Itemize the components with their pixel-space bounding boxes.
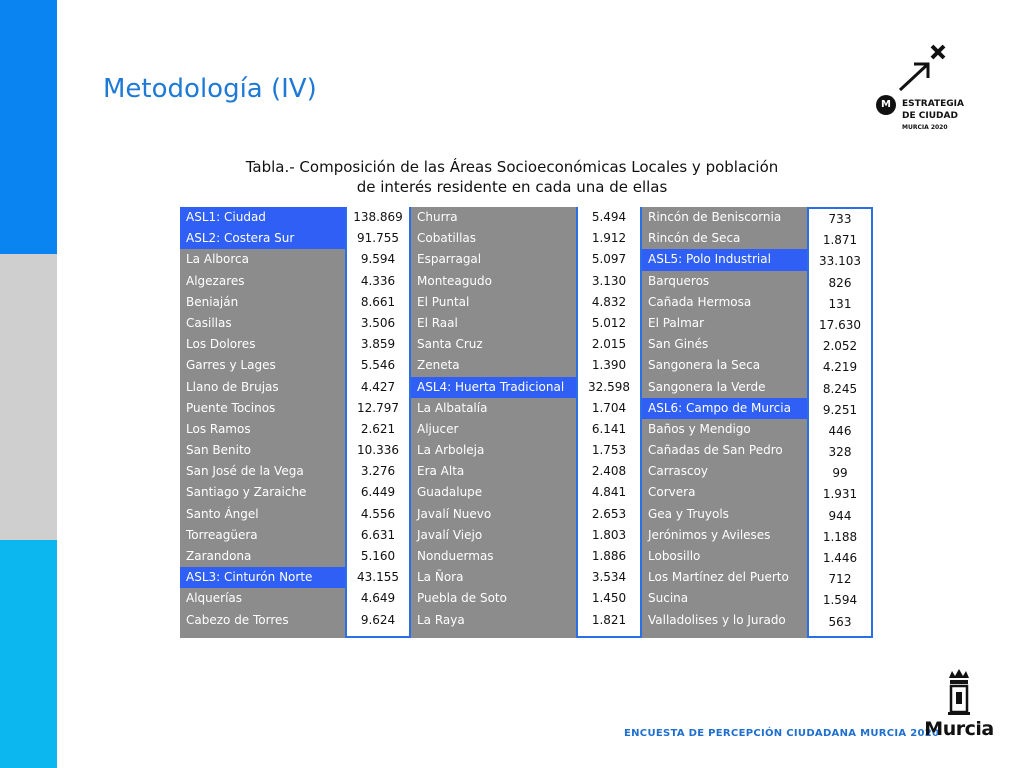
table-cell-value: 944: [828, 508, 852, 523]
table-cell-value: 1.390: [591, 358, 627, 373]
value-column-3: [807, 207, 873, 638]
table-cell-name: Lobosillo: [648, 549, 701, 563]
logo-text-line1: ESTRATEGIA: [902, 99, 964, 109]
table-cell-value: 17.630: [819, 317, 861, 332]
arrow-cross-icon: [892, 42, 972, 92]
table-cell-name: Sucina: [648, 591, 689, 606]
table-cell-value: 1.912: [591, 231, 627, 246]
table-cell-name: El Puntal: [417, 294, 470, 309]
table-cell-name: Gea y Truyols: [648, 506, 729, 521]
table-cell-name: Los Dolores: [186, 337, 256, 352]
crown-crest-icon: [946, 668, 972, 716]
table-cell-value: 1.886: [591, 549, 627, 563]
logo-text-line3: MURCIA 2020: [902, 124, 948, 131]
table-cell-name: Nonduermas: [417, 549, 494, 563]
table-cell-name: Los Ramos: [186, 421, 251, 436]
name-column-2: [411, 207, 576, 638]
table-cell-value: 43.155: [357, 570, 399, 585]
table-cell-value: 4.219: [822, 360, 858, 375]
page-title: Metodología (IV): [103, 74, 317, 104]
table-cell-value: 1.704: [591, 400, 627, 415]
table-cell-value: 4.336: [360, 273, 396, 288]
table-cell-name: Casillas: [186, 315, 232, 330]
table-cell-value: 6.141: [591, 421, 627, 436]
table-cell-name: Puebla de Soto: [417, 591, 507, 606]
table-cell-name: Valladolises y lo Jurado: [648, 612, 786, 627]
table-cell-value: 4.832: [591, 294, 627, 309]
table-cell-name: ASL4: Huerta Tradicional: [411, 377, 576, 398]
table-cell-name: Beniaján: [186, 294, 239, 309]
table-cell-name: Algezares: [186, 273, 245, 288]
table-cell-name: Sangonera la Verde: [648, 379, 766, 394]
table-cell-name: Cañadas de San Pedro: [648, 443, 783, 458]
table-cell-value: 33.103: [819, 254, 861, 269]
table-cell-name: Monteagudo: [417, 273, 492, 288]
asl-table: [180, 207, 873, 638]
table-cell-name: Era Alta: [417, 464, 465, 479]
table-cell-value: 2.408: [591, 464, 627, 479]
caption-line-1: Tabla.- Composición de las Áreas Socioeconómicas Locales y población: [245, 158, 779, 176]
table-cell-name: La Alborca: [186, 252, 249, 267]
value-column-1: [345, 207, 411, 638]
table-cell-name: ASL5: Polo Industrial: [642, 249, 807, 270]
table-cell-name: Rincón de Beniscornia: [648, 210, 782, 224]
table-cell-name: Llano de Brujas: [186, 379, 279, 394]
table-cell-name: La Arboleja: [417, 443, 485, 458]
table-cell-name: ASL2: Costera Sur: [180, 228, 345, 249]
table-cell-name: Aljucer: [417, 421, 459, 436]
table-cell-name: El Palmar: [648, 315, 705, 330]
table-cell-value: 91.755: [357, 231, 399, 246]
sidebar-accent-blue: [0, 0, 57, 254]
table-cell-name: Rincón de Seca: [648, 231, 741, 246]
value-column-2: [576, 207, 642, 638]
table-cell-name: San Benito: [186, 443, 251, 458]
table-cell-value: 138.869: [353, 210, 403, 224]
table-cell-name: La Albatalía: [417, 400, 488, 415]
footer-survey-title: ENCUESTA DE PERCEPCIÓN CIUDADANA MURCIA 2020: [624, 728, 940, 739]
table-cell-name: Cabezo de Torres: [186, 612, 289, 627]
table-cell-name: La Raya: [417, 612, 465, 627]
table-cell-value: 4.841: [591, 485, 627, 500]
table-cell-value: 1.931: [822, 487, 858, 502]
caption-line-2: de interés residente en cada una de ellas: [356, 178, 668, 196]
table-cell-value: 3.130: [591, 273, 627, 288]
table-cell-value: 563: [828, 614, 852, 629]
table-cell-value: 131: [828, 296, 852, 311]
table-cell-value: 328: [828, 445, 852, 460]
table-cell-value: 712: [828, 572, 852, 587]
table-group-2: [411, 207, 642, 638]
table-cell-name: Javalí Nuevo: [417, 506, 492, 521]
table-cell-name: El Raal: [417, 315, 458, 330]
table-cell-name: Javalí Viejo: [417, 527, 483, 542]
table-caption: [180, 157, 844, 197]
table-cell-name: Guadalupe: [417, 485, 483, 500]
table-cell-name: Santiago y Zaraiche: [186, 485, 307, 500]
table-cell-value: 5.494: [591, 210, 627, 224]
table-cell-name: Puente Tocinos: [186, 400, 276, 415]
table-cell-value: 5.160: [360, 549, 396, 563]
table-cell-name: Cobatillas: [417, 231, 477, 246]
table-cell-value: 9.624: [360, 612, 396, 627]
table-cell-value: 3.534: [591, 570, 627, 585]
table-cell-value: 6.449: [360, 485, 396, 500]
murcia-wordmark: Murcia: [924, 718, 994, 740]
table-cell-value: 4.649: [360, 591, 396, 606]
table-cell-name: Corvera: [648, 485, 696, 500]
table-group-3: [642, 207, 873, 638]
table-cell-value: 1.594: [822, 593, 858, 608]
name-column-3: [642, 207, 807, 638]
table-cell-value: 733: [828, 212, 852, 226]
table-cell-name: Santa Cruz: [417, 337, 483, 352]
table-cell-value: 10.336: [357, 443, 399, 458]
sidebar-accent-cyan: [0, 540, 57, 768]
table-cell-name: ASL6: Campo de Murcia: [642, 398, 807, 419]
table-cell-name: La Ñora: [417, 570, 464, 585]
table-cell-name: ASL3: Cinturón Norte: [180, 567, 345, 588]
table-cell-name: Barqueros: [648, 273, 710, 288]
table-cell-value: 2.653: [591, 506, 627, 521]
table-cell-value: 1.821: [591, 612, 627, 627]
table-cell-name: Baños y Mendigo: [648, 421, 751, 436]
table-cell-value: 8.245: [822, 381, 858, 396]
table-cell-value: 1.446: [822, 551, 858, 565]
table-cell-name: Esparragal: [417, 252, 482, 267]
table-cell-value: 9.594: [360, 252, 396, 267]
table-cell-value: 3.859: [360, 337, 396, 352]
table-cell-value: 8.661: [360, 294, 396, 309]
logo-text-line2: DE CIUDAD: [902, 111, 958, 121]
table-cell-value: 1.188: [822, 529, 858, 544]
table-cell-value: 12.797: [357, 400, 399, 415]
table-cell-value: 5.546: [360, 358, 396, 373]
table-cell-name: Zarandona: [186, 549, 252, 563]
table-cell-name: Churra: [417, 210, 458, 224]
table-cell-value: 3.276: [360, 464, 396, 479]
logo-m-badge: M: [876, 95, 896, 115]
table-cell-value: 1.871: [822, 233, 858, 248]
table-cell-name: Alquerías: [186, 591, 243, 606]
table-cell-name: Los Martínez del Puerto: [648, 570, 789, 585]
table-cell-value: 99: [832, 466, 848, 481]
table-cell-name: Zeneta: [417, 358, 460, 373]
table-cell-value: 5.012: [591, 315, 627, 330]
table-cell-value: 4.556: [360, 506, 396, 521]
table-cell-value: 446: [828, 423, 852, 438]
estrategia-de-ciudad-logo: [872, 42, 972, 137]
table-cell-name: Garres y Lages: [186, 358, 276, 373]
table-cell-value: 1.450: [591, 591, 627, 606]
table-cell-value: 1.803: [591, 527, 627, 542]
murcia-brand: [924, 668, 994, 746]
table-cell-value: 6.631: [360, 527, 396, 542]
table-cell-name: Sangonera la Seca: [648, 358, 761, 373]
table-cell-name: Jerónimos y Avileses: [648, 527, 771, 542]
table-cell-name: San Ginés: [648, 337, 709, 352]
table-cell-value: 4.427: [360, 379, 396, 394]
table-cell-name: Cañada Hermosa: [648, 294, 752, 309]
table-cell-name: Carrascoy: [648, 464, 709, 479]
table-cell-name: Torreagüera: [186, 527, 258, 542]
table-cell-value: 3.506: [360, 315, 396, 330]
table-cell-value: 5.097: [591, 252, 627, 267]
table-cell-value: 9.251: [822, 402, 858, 417]
table-cell-value: 2.015: [591, 337, 627, 352]
table-cell-value: 2.621: [360, 421, 396, 436]
sidebar-accent-gray: [0, 254, 57, 540]
table-cell-name: ASL1: Ciudad: [180, 207, 345, 228]
table-cell-value: 826: [828, 275, 852, 290]
table-cell-value: 2.052: [822, 339, 858, 354]
table-cell-name: Santo Ángel: [186, 506, 259, 521]
table-cell-value: 32.598: [588, 379, 630, 394]
table-cell-name: San José de la Vega: [186, 464, 304, 479]
table-group-1: [180, 207, 411, 638]
name-column-1: [180, 207, 345, 638]
table-cell-value: 1.753: [591, 443, 627, 458]
